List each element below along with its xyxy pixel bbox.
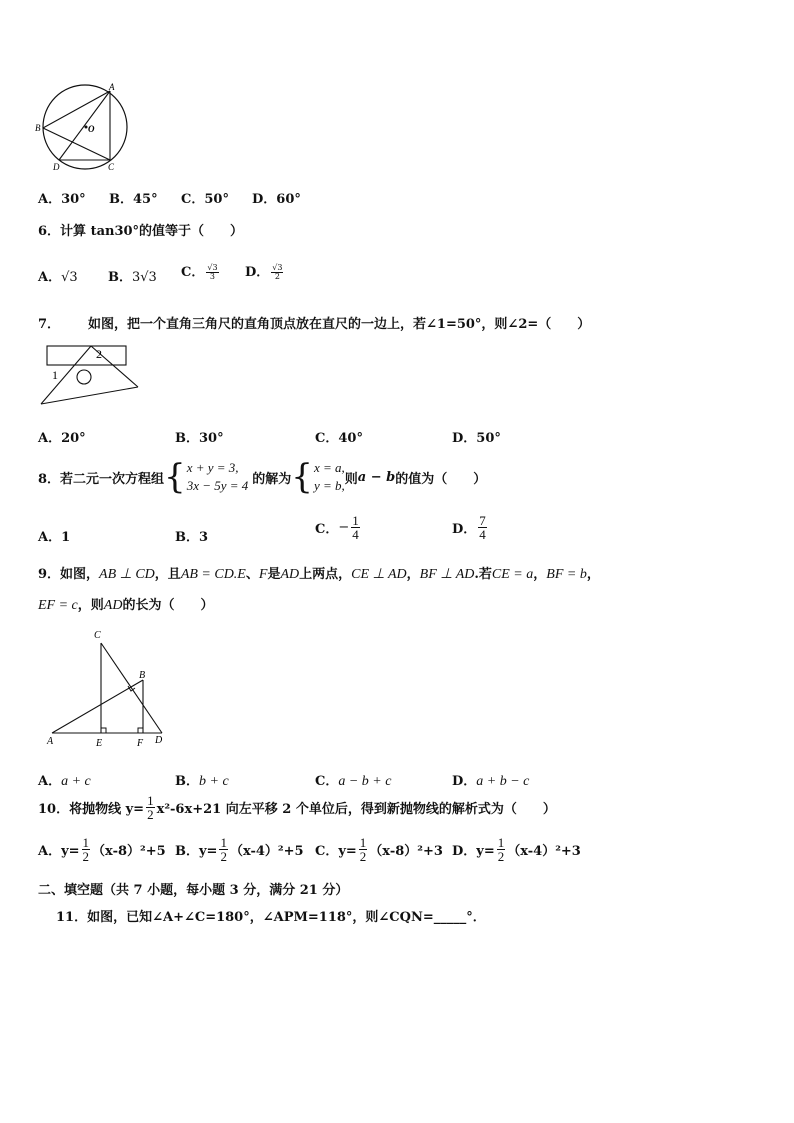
q9-perpendicular-figure [40,628,170,750]
q10-option-c-fraction [359,836,368,863]
q9-math-ce-eq-a: CE = a [491,567,534,582]
q9-option-b-label: B． [175,774,199,789]
q9-stem-line1 [38,563,600,583]
q9-option-c-label: C． [315,774,339,789]
q9-option-d-label: D． [452,774,477,789]
q7-triangle-hypotenuse [41,387,138,404]
q7-triangle-left-side [41,346,91,404]
q8-suffix: 的值为（ ） [395,471,487,487]
q9-text-i: ， [586,567,600,582]
q9-math-ad: AD [280,567,300,582]
q10-option-d-den: 2 [497,849,505,864]
q10-option-b-den: 2 [220,849,227,864]
q9-label-e: E [96,738,103,749]
q9-right-angle-e [101,728,106,733]
q8-option-d-fraction [478,514,487,541]
q7-number: 7． [38,317,61,332]
q6-option-a-label: A． [38,270,62,285]
q10-prefix: 10．将抛物线 y= [38,802,145,817]
q9-text-g: .若 [474,567,492,582]
q9-option-d-value: a + b − c [476,774,530,789]
q6-stem: 6．计算 tan30°的值等于（ ） [38,224,244,239]
q8-option-c-sign: − [338,520,350,535]
q5-option-b: B．45° [109,192,158,207]
q9-option-b-value: b + c [199,774,229,789]
q8-then: 则 [344,471,358,487]
q9-text-h: ， [533,567,547,582]
q6-option-a-value: √3 [61,270,78,285]
q10-option-c-label: C．y= [315,844,357,859]
q10-option-a-fraction [82,836,91,863]
q10-frac-den: 2 [147,807,154,822]
q8-system-brace: { [164,457,186,497]
q6-option-c-den: 3 [209,272,215,281]
q9-math-bf-perp-ad: BF ⊥ AD [419,567,475,582]
q9-right-angle-f [138,728,143,733]
q9-text-j: ，则 [77,598,104,613]
q10-option-b-num: 1 [220,835,227,850]
q9-math-f: F [258,567,268,582]
q10-option-a [38,836,166,863]
q9-text-b: ，且 [154,567,181,582]
q5-option-a: A．30° [38,192,86,207]
q8-option-d-num: 7 [479,513,486,528]
q9-text-d: 是 [267,567,281,582]
q7-option-d: D．50° [452,431,501,446]
q8-eq2: 3x − 5y = 4 [186,478,249,493]
q10-frac-num: 1 [147,793,154,808]
q9-text-a: 9．如图， [38,567,100,582]
q10-option-d-label: D．y= [452,844,495,859]
q9-text-c: 、 [245,567,259,582]
q9-option-a [38,770,91,790]
q6-option-d-num: √3 [272,263,283,272]
q9-math-ab-perp-cd: AB ⊥ CD [99,567,155,582]
q9-option-a-label: A． [38,774,62,789]
q9-math-ef-eq-c: EF = c [38,598,78,613]
q8-option-c [315,514,362,541]
q10-stem [38,794,556,821]
q9-option-c-value: a − b + c [338,774,392,789]
q10-option-a-num: 1 [82,835,90,850]
q9-line-cd [101,643,162,733]
q9-option-d [452,770,529,790]
q10-option-b-label: B．y= [175,844,218,859]
q7-option-c: C．40° [315,431,363,446]
q7-angle-2-label: 2 [96,347,102,361]
q8-solution [291,459,344,495]
q10-option-d-rest: （x-4）²+3 [507,844,581,859]
q9-math-bf-eq-b: BF = b [546,567,587,582]
q6-option-d-fraction [271,264,283,281]
q10-option-c-den: 2 [359,849,367,864]
q6-option-c [181,261,221,281]
q7-angle-1-label: 1 [52,368,58,382]
q10-option-b-fraction [219,836,228,863]
q8-expr: a − b [357,469,396,485]
q10-option-d [452,836,581,863]
q6-option-c-fraction [206,264,218,281]
q6-option-d-label: D． [245,265,270,280]
q8-eq1: x + y = 3, [186,460,239,475]
q8-solution-brace: { [291,457,313,497]
q7-option-a: A．20° [38,431,86,446]
q10-option-d-num: 1 [497,835,505,850]
q5-line-bc [43,128,110,160]
q8-sol2: y = b, [313,478,345,493]
q11-stem: 11．如图，已知∠A+∠C=180°，∠APM=118°，则∠CQN=_____°． [56,910,486,925]
q5-label-b: B [35,123,41,133]
q10-option-a-rest: （x-8）²+5 [92,844,166,859]
q5-label-c: C [108,162,115,172]
q9-stem-line2 [38,594,213,614]
q9-option-a-value: a + c [61,774,91,789]
q8-sol1: x = a, [313,460,345,475]
q7-ruler [47,346,126,365]
q9-math-ad-2: AD [103,598,123,613]
q10-option-c [315,836,443,863]
q8-option-d-label: D． [452,522,477,537]
q8-stem [38,459,486,495]
q10-suffix: x²-6x+21 向左平移 2 个单位后，得到新抛物线的解析式为（ ） [156,802,556,817]
q9-label-c: C [94,630,101,641]
q8-prefix: 8．若二元一次方程组 [38,471,165,487]
q9-text-k: 的长为（ ） [122,598,214,613]
q9-label-a: A [47,736,54,747]
q7-stem: 如图，把一个直角三角尺的直角顶点放在直尺的一边上，若∠1=50°，则∠2=（ ） [88,317,591,332]
q8-option-c-num: 1 [352,513,359,528]
q5-line-ab [43,91,110,128]
q8-option-a: A．1 [38,530,71,545]
q8-option-c-fraction [351,514,360,541]
q5-circle-figure [34,80,134,172]
q10-option-a-label: A．y= [38,844,80,859]
q6-option-d [245,261,285,281]
q10-option-c-num: 1 [359,835,367,850]
section2-heading: 二、填空题（共 7 小题，每小题 3 分，满分 21 分） [38,883,349,898]
q10-option-b [175,836,304,863]
q9-option-c [315,770,391,790]
q10-option-d-fraction [497,836,506,863]
q9-text-f: ， [406,567,420,582]
q5-label-o: O [88,124,95,134]
q5-label-a: A [109,82,115,92]
q9-label-f: F [137,738,144,749]
q5-option-d: D．60° [252,192,301,207]
q8-system [164,459,248,495]
q9-text-e: 上两点， [299,567,352,582]
q10-option-c-rest: （x-8）²+3 [369,844,443,859]
q9-label-d: D [155,735,163,746]
q6-option-a [38,266,78,285]
q8-option-d [452,514,489,541]
q6-option-b-value: 3√3 [132,270,157,285]
q9-math-ab-eq-cd: AB = CD.E [180,567,246,582]
q6-option-b [108,266,157,285]
q8-option-b: B．3 [175,530,209,545]
q6-option-c-label: C． [181,265,205,280]
q6-option-c-num: √3 [207,263,218,272]
q7-triangle-hole [77,370,91,384]
q5-option-c: C．50° [181,192,229,207]
q7-option-b: B．30° [175,431,224,446]
q9-option-b [175,770,229,790]
q10-option-a-den: 2 [82,849,90,864]
q9-math-ce-perp-ad: CE ⊥ AD [351,567,407,582]
q8-option-c-label: C． [315,522,339,537]
q10-fraction [146,794,155,821]
q8-mid: 的解为 [252,471,292,487]
q6-option-b-label: B． [108,270,132,285]
q6-option-d-den: 2 [274,272,280,281]
q8-option-d-den: 4 [479,527,486,542]
q9-label-b: B [139,670,146,681]
q8-option-c-den: 4 [352,527,359,542]
q10-option-b-rest: （x-4）²+5 [229,844,304,859]
q5-line-ad [59,91,110,160]
q7-ruler-triangle-figure [36,342,142,410]
q5-label-d: D [53,162,60,172]
